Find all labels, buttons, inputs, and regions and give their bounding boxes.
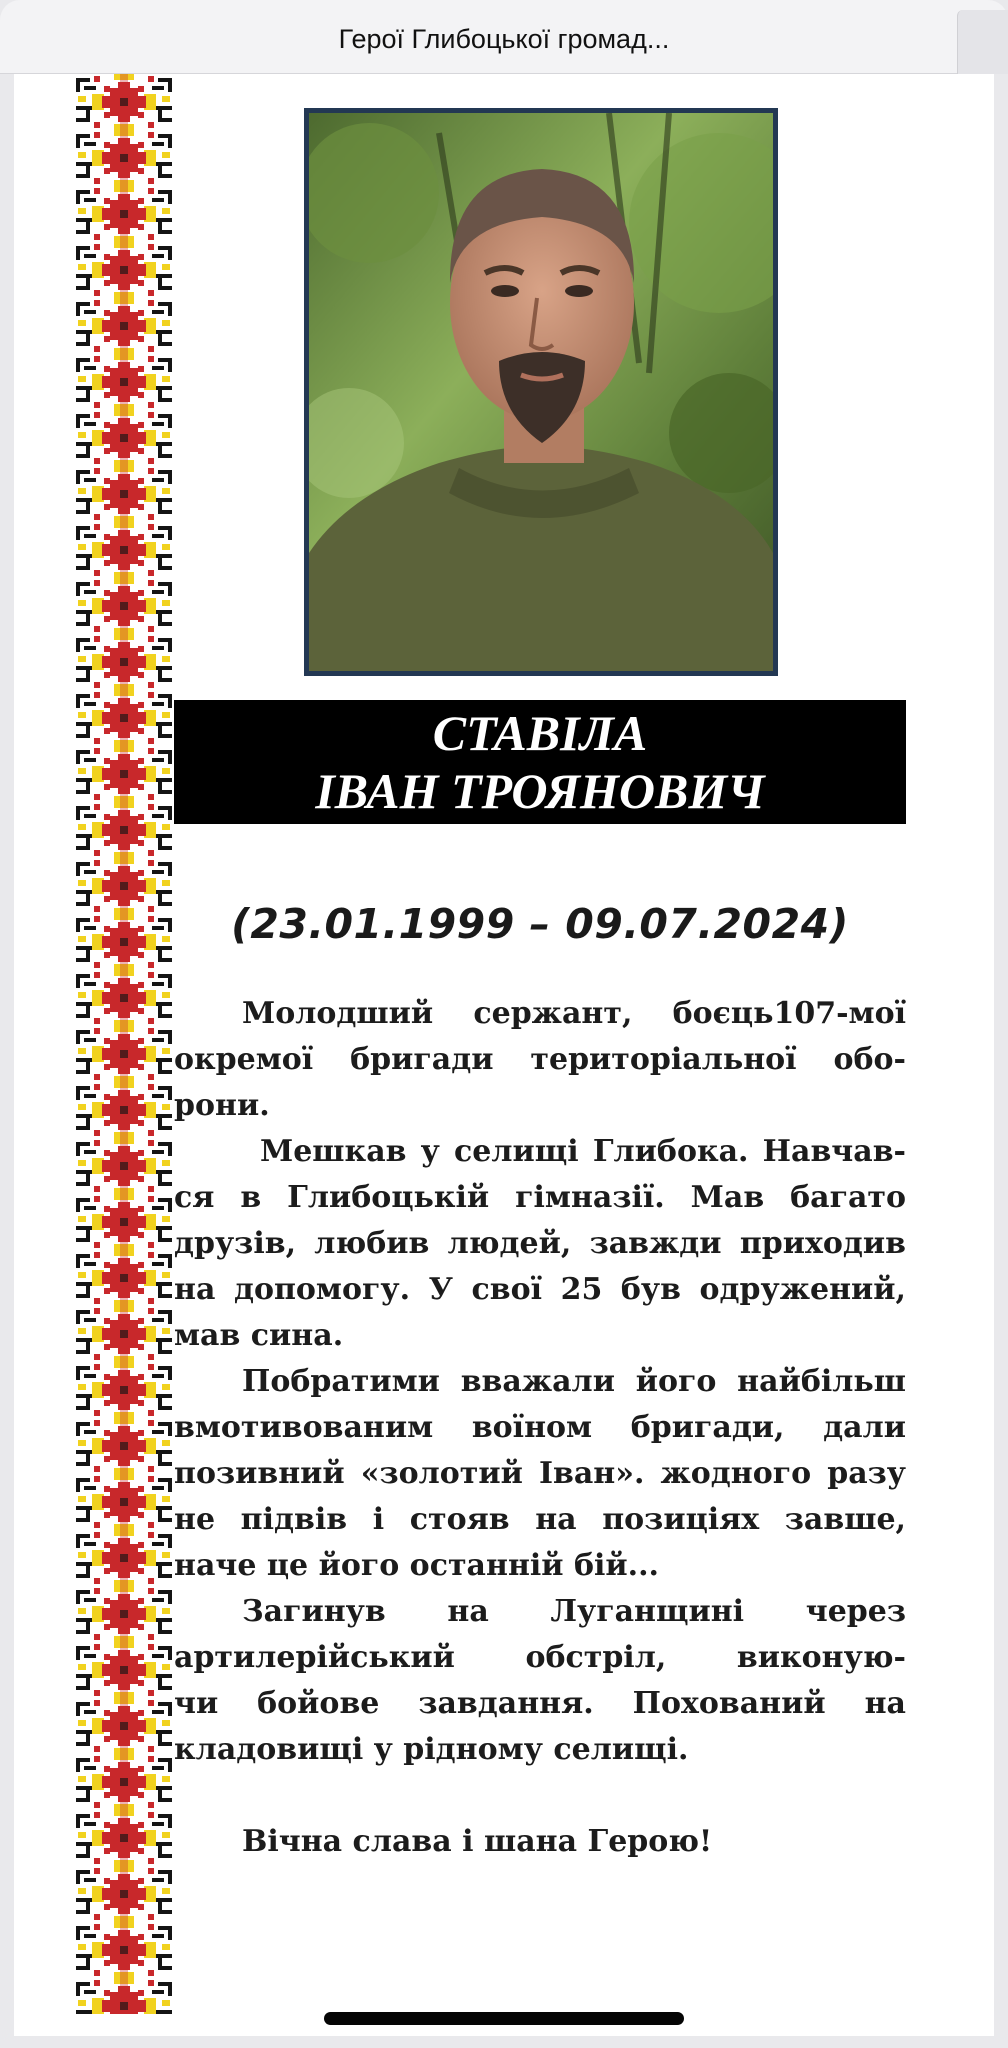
bio-line: друзів, любив людей, завжди приходив [174, 1226, 906, 1261]
soldier-portrait [309, 113, 773, 671]
bio-line: вмотивованим воїном бригади, дали [174, 1410, 906, 1445]
bio-line: кладовищі у рідному селищі. [174, 1732, 689, 1767]
closing-tribute: Вічна слава і шана Герою! [242, 1824, 713, 1859]
bio-line: наче це його останній бій... [174, 1548, 659, 1583]
title-bar [0, 0, 1008, 74]
bio-line: Побратими вважали його найбільш [242, 1364, 906, 1399]
name-plate [174, 700, 906, 824]
bio-line: Загинув на Луганщині через [242, 1594, 906, 1629]
surname: СТАВІЛА [432, 705, 648, 761]
bio-line: на допомогу. У свої 25 був одружений, [174, 1272, 906, 1307]
embroidery-ornament-border [74, 74, 174, 2014]
bio-line: Молодший сержант, боєць107-мої [242, 996, 906, 1031]
bio-line: не підвів і стояв на позиціях завше, [174, 1502, 906, 1537]
given-name-patronymic: ІВАН ТРОЯНОВИЧ [315, 763, 765, 819]
bio-line: позивний «золотий Іван». жодного разу [174, 1456, 906, 1491]
home-indicator[interactable] [324, 2012, 684, 2025]
window-title: Герої Глибоцької громад... [338, 24, 670, 54]
bio-line: чи бойове завдання. Похований на [174, 1686, 906, 1721]
bio-line: рони. [174, 1088, 270, 1123]
adjacent-tab[interactable] [957, 10, 1008, 74]
biography-text [174, 991, 906, 1865]
bio-line: ся в Глибоцькій гімназії. Мав багато [174, 1180, 906, 1215]
memorial-page [14, 74, 994, 2036]
bio-line: окремої бригади територіальної обо- [174, 1042, 906, 1077]
life-dates: (23.01.1999 – 09.07.2024) [231, 900, 849, 948]
bio-line: Мешкав у селищі Глибока. Навчав- [260, 1134, 906, 1169]
soldier-portrait-frame [304, 108, 778, 676]
bio-line: артилерійський обстріл, виконую- [174, 1640, 906, 1675]
bio-line: мав сина. [174, 1318, 344, 1353]
